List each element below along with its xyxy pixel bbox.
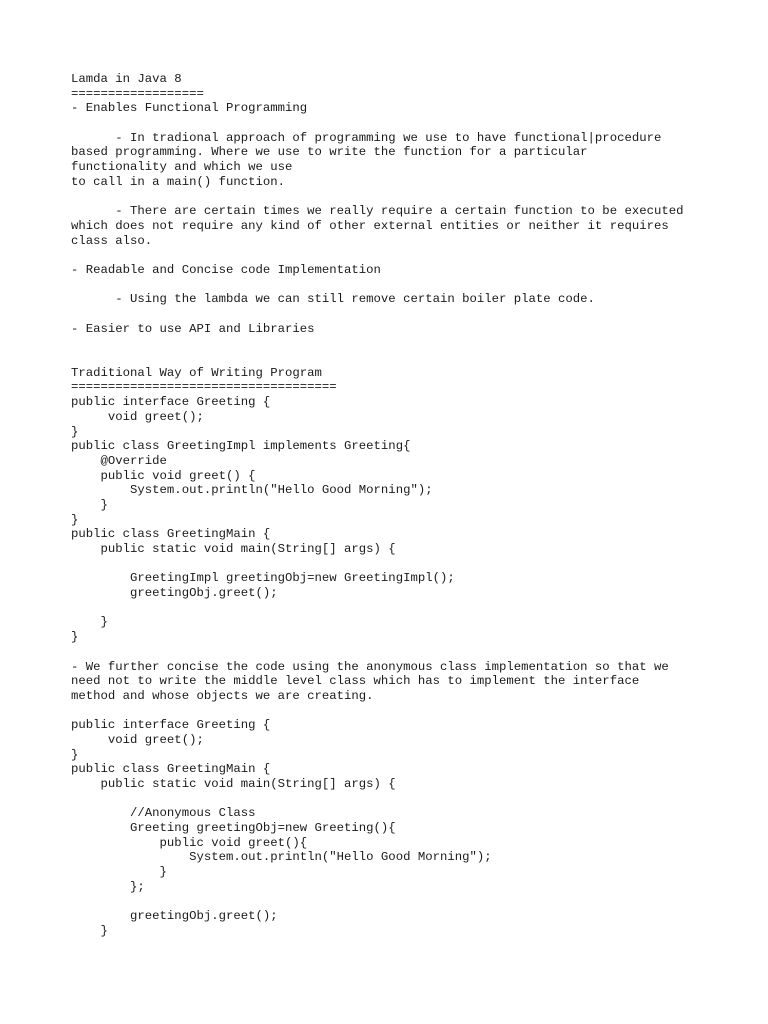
document-line [71,645,731,660]
document-line: need not to write the middle level class which has to implement the interface [71,674,640,689]
document-line: - In tradional approach of programming we use to have functional|procedure [71,130,662,145]
document-line: //Anonymous Class [71,806,256,821]
document-line: Traditional Way of Writing Program [71,365,322,380]
document-line [71,190,731,205]
document-line: ==================================== [71,380,337,395]
document-body [71,72,731,939]
document-line: } [71,923,108,938]
document-line [71,601,731,616]
document-line [71,895,731,910]
document-line: - Enables Functional Programming [71,101,308,116]
document-line: which does not require any kind of other external entities or neither it requires [71,218,669,233]
document-line: void greet(); [71,732,204,747]
document-line: @Override [71,453,167,468]
document-line: System.out.println("Hello Good Morning"); [71,483,433,498]
document-line: - Using the lambda we can still remove certain boiler plate code. [71,292,595,307]
document-line [71,557,731,572]
document-line: greetingObj.greet(); [71,586,278,601]
document-line: } [71,865,167,880]
document-line: greetingObj.greet(); [71,909,278,924]
document-line: GreetingImpl greetingObj=new GreetingImpl(); [71,571,455,586]
document-line: public class GreetingImpl implements Greeting{ [71,439,411,454]
document-line: } [71,747,79,762]
document-line [71,248,731,263]
document-line: public static void main(String[] args) { [71,777,396,791]
document-line [71,351,731,366]
document-line: public static void main(String[] args) { [71,542,396,556]
document-line: } [71,615,108,630]
document-line: public interface Greeting { [71,395,271,410]
document-line: } [71,497,108,512]
document-line: public class GreetingMain { [71,762,271,777]
document-line: - There are certain times we really require a certain function to be executed [71,204,684,219]
document-line [71,792,731,807]
document-line: ================== [71,86,204,101]
document-line [71,704,731,719]
document-line [71,116,731,131]
document-line: - We further concise the code using the anonymous class implementation so that we [71,659,669,674]
document-line: to call in a main() function. [71,174,286,189]
document-line: Greeting greetingObj=new Greeting(){ [71,821,396,836]
document-line: public interface Greeting { [71,718,271,733]
document-line: } [71,512,79,527]
document-line: - Easier to use API and Libraries [71,321,315,336]
document-line: Lamda in Java 8 [71,72,182,86]
document-line [71,307,731,322]
document-line: public void greet(){ [71,835,308,850]
document-line [71,278,731,293]
document-line: public void greet() { [71,468,256,483]
document-line: public class GreetingMain { [71,527,271,542]
document-line: System.out.println("Hello Good Morning"); [71,850,492,865]
document-line: - Readable and Concise code Implementation [71,262,381,277]
document-line: } [71,424,79,439]
document-line [71,336,731,351]
document-line: } [71,630,79,645]
document-line: class also. [71,233,153,248]
document-line: method and whose objects we are creating. [71,688,374,703]
document-line: }; [71,879,145,894]
document-line: functionality and which we use [71,160,293,175]
document-line: void greet(); [71,409,204,424]
document-line: based programming. Where we use to write the function for a particular [71,145,588,160]
